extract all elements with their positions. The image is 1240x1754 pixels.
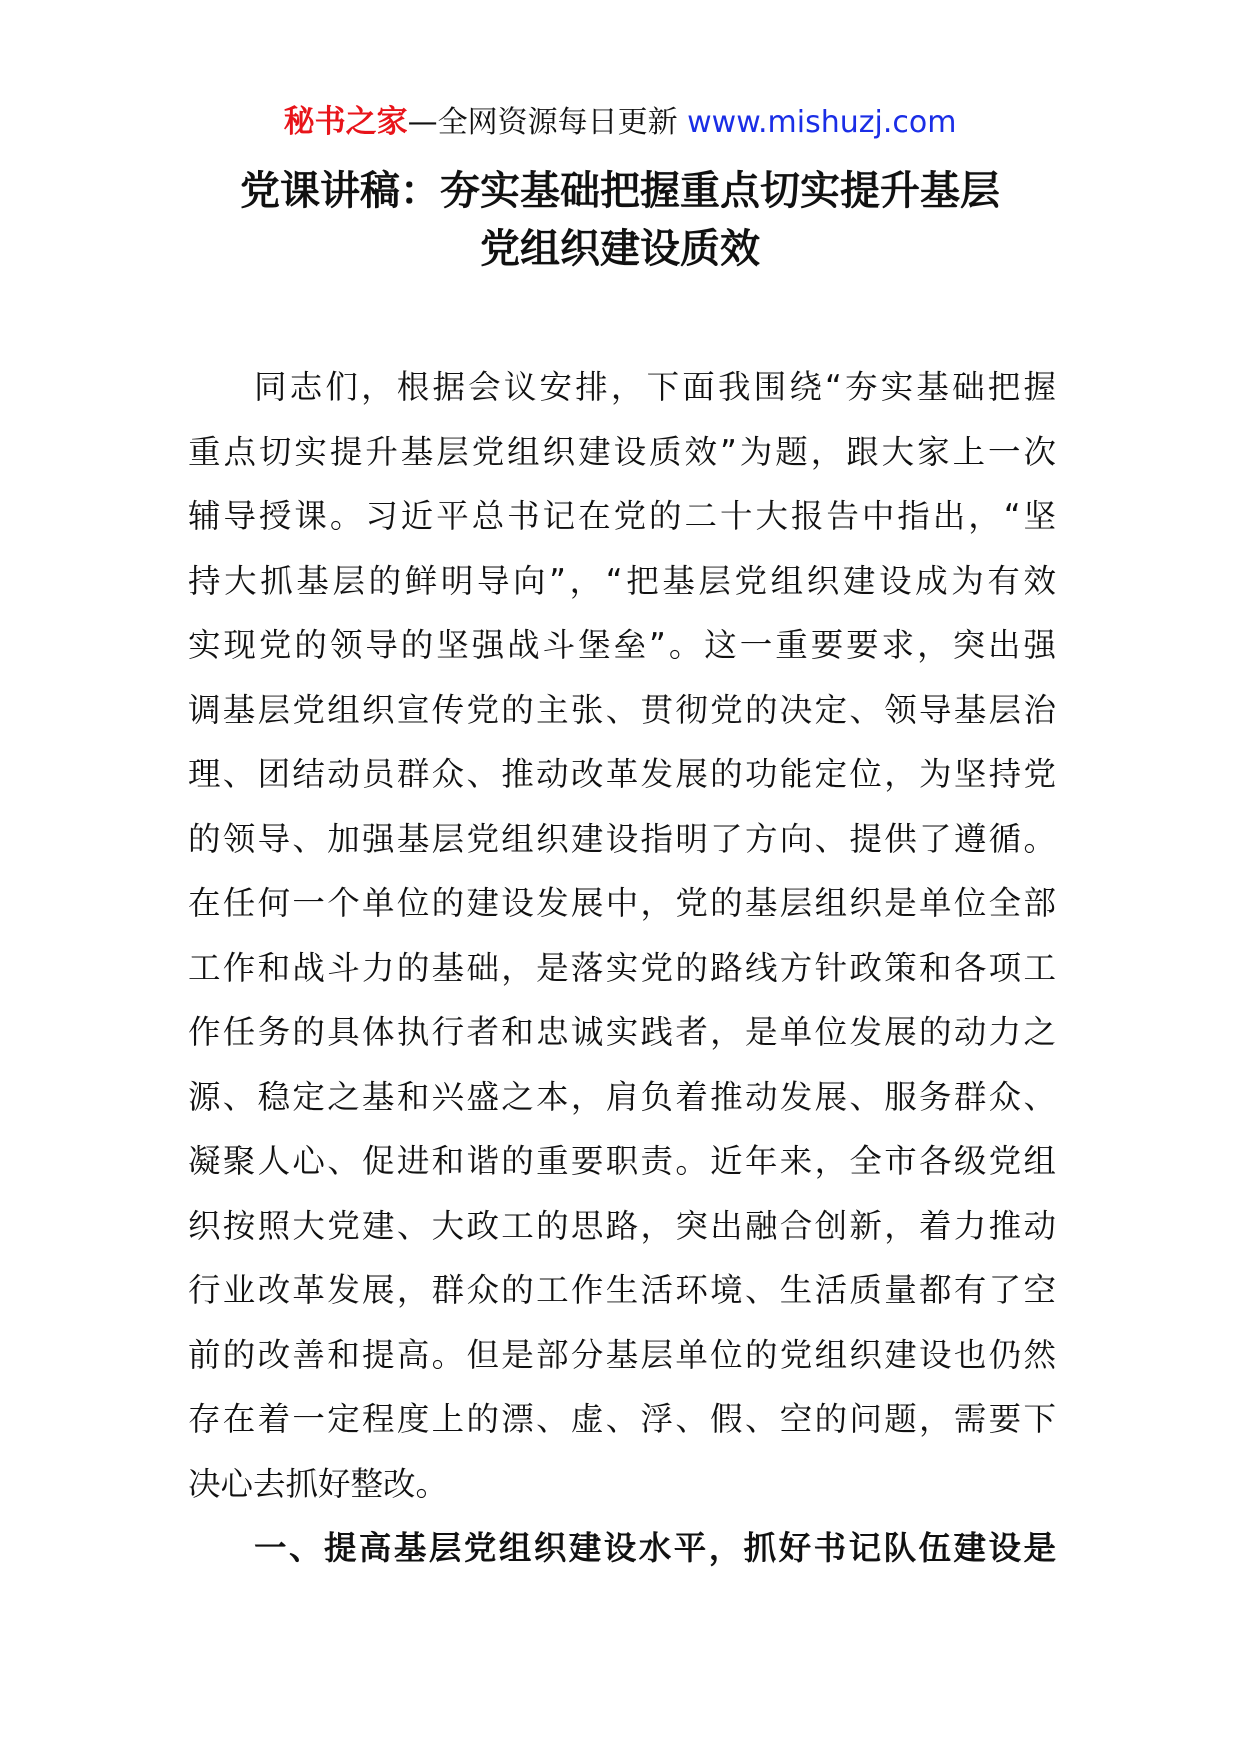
body-line: 凝聚人心、促进和谐的重要职责。近年来，全市各级党组 <box>188 1142 1056 1180</box>
body-line: 工作和战斗力的基础，是落实党的路线方针政策和各项工 <box>188 948 1056 987</box>
body-line: 前的改善和提高。但是部分基层单位的党组织建设也仍然 <box>188 1335 1056 1374</box>
title-line-1: 党课讲稿：夯实基础把握重点切实提升基层 <box>240 168 1000 214</box>
site-brand: 秘书之家 <box>283 104 408 140</box>
site-header <box>0 100 1240 145</box>
body-line: 在任何一个单位的建设发展中，党的基层组织是单位全部 <box>188 884 1056 922</box>
body-line: 作任务的具体执行者和忠诚实践者，是单位发展的动力之 <box>188 1013 1056 1051</box>
title-line-2: 党组织建设质效 <box>480 226 760 272</box>
body-line: 决心去抓好整改。 <box>188 1464 449 1503</box>
body-line: 持大抓基层的鲜明导向”，“把基层党组织建设成为有效 <box>188 561 1056 600</box>
section-heading: 一、提高基层党组织建设水平，抓好书记队伍建设是 <box>254 1528 1056 1567</box>
body-line: 的领导、加强基层党组织建设指明了方向、提供了遵循。 <box>188 819 1056 858</box>
document-title <box>0 162 1240 278</box>
body-line: 调基层党组织宣传党的主张、贯彻党的决定、领导基层治 <box>188 690 1056 729</box>
body-line: 织按照大党建、大政工的思路，突出融合创新，着力推动 <box>188 1206 1056 1245</box>
body-line: 同志们，根据会议安排，下面我围绕“夯实基础把握 <box>254 368 1056 406</box>
body-line: 存在着一定程度上的漂、虚、浮、假、空的问题，需要下 <box>188 1400 1056 1438</box>
body-line: 重点切实提升基层党组织建设质效”为题，跟大家上一次 <box>188 432 1056 471</box>
body-line: 行业改革发展，群众的工作生活环境、生活质量都有了空 <box>188 1271 1056 1309</box>
site-slogan: —全网资源每日更新 <box>407 105 678 140</box>
body-line: 源、稳定之基和兴盛之本，肩负着推动发展、服务群众、 <box>188 1077 1056 1116</box>
site-url-link[interactable]: www.mishuzj.com <box>687 105 957 140</box>
body-line: 理、团结动员群众、推动改革发展的功能定位，为坚持党 <box>188 755 1056 793</box>
body-line: 辅导授课。习近平总书记在党的二十大报告中指出，“坚 <box>188 497 1056 535</box>
document-body <box>188 355 1056 1581</box>
body-line: 实现党的领导的坚强战斗堡垒”。这一重要要求，突出强 <box>188 626 1056 664</box>
